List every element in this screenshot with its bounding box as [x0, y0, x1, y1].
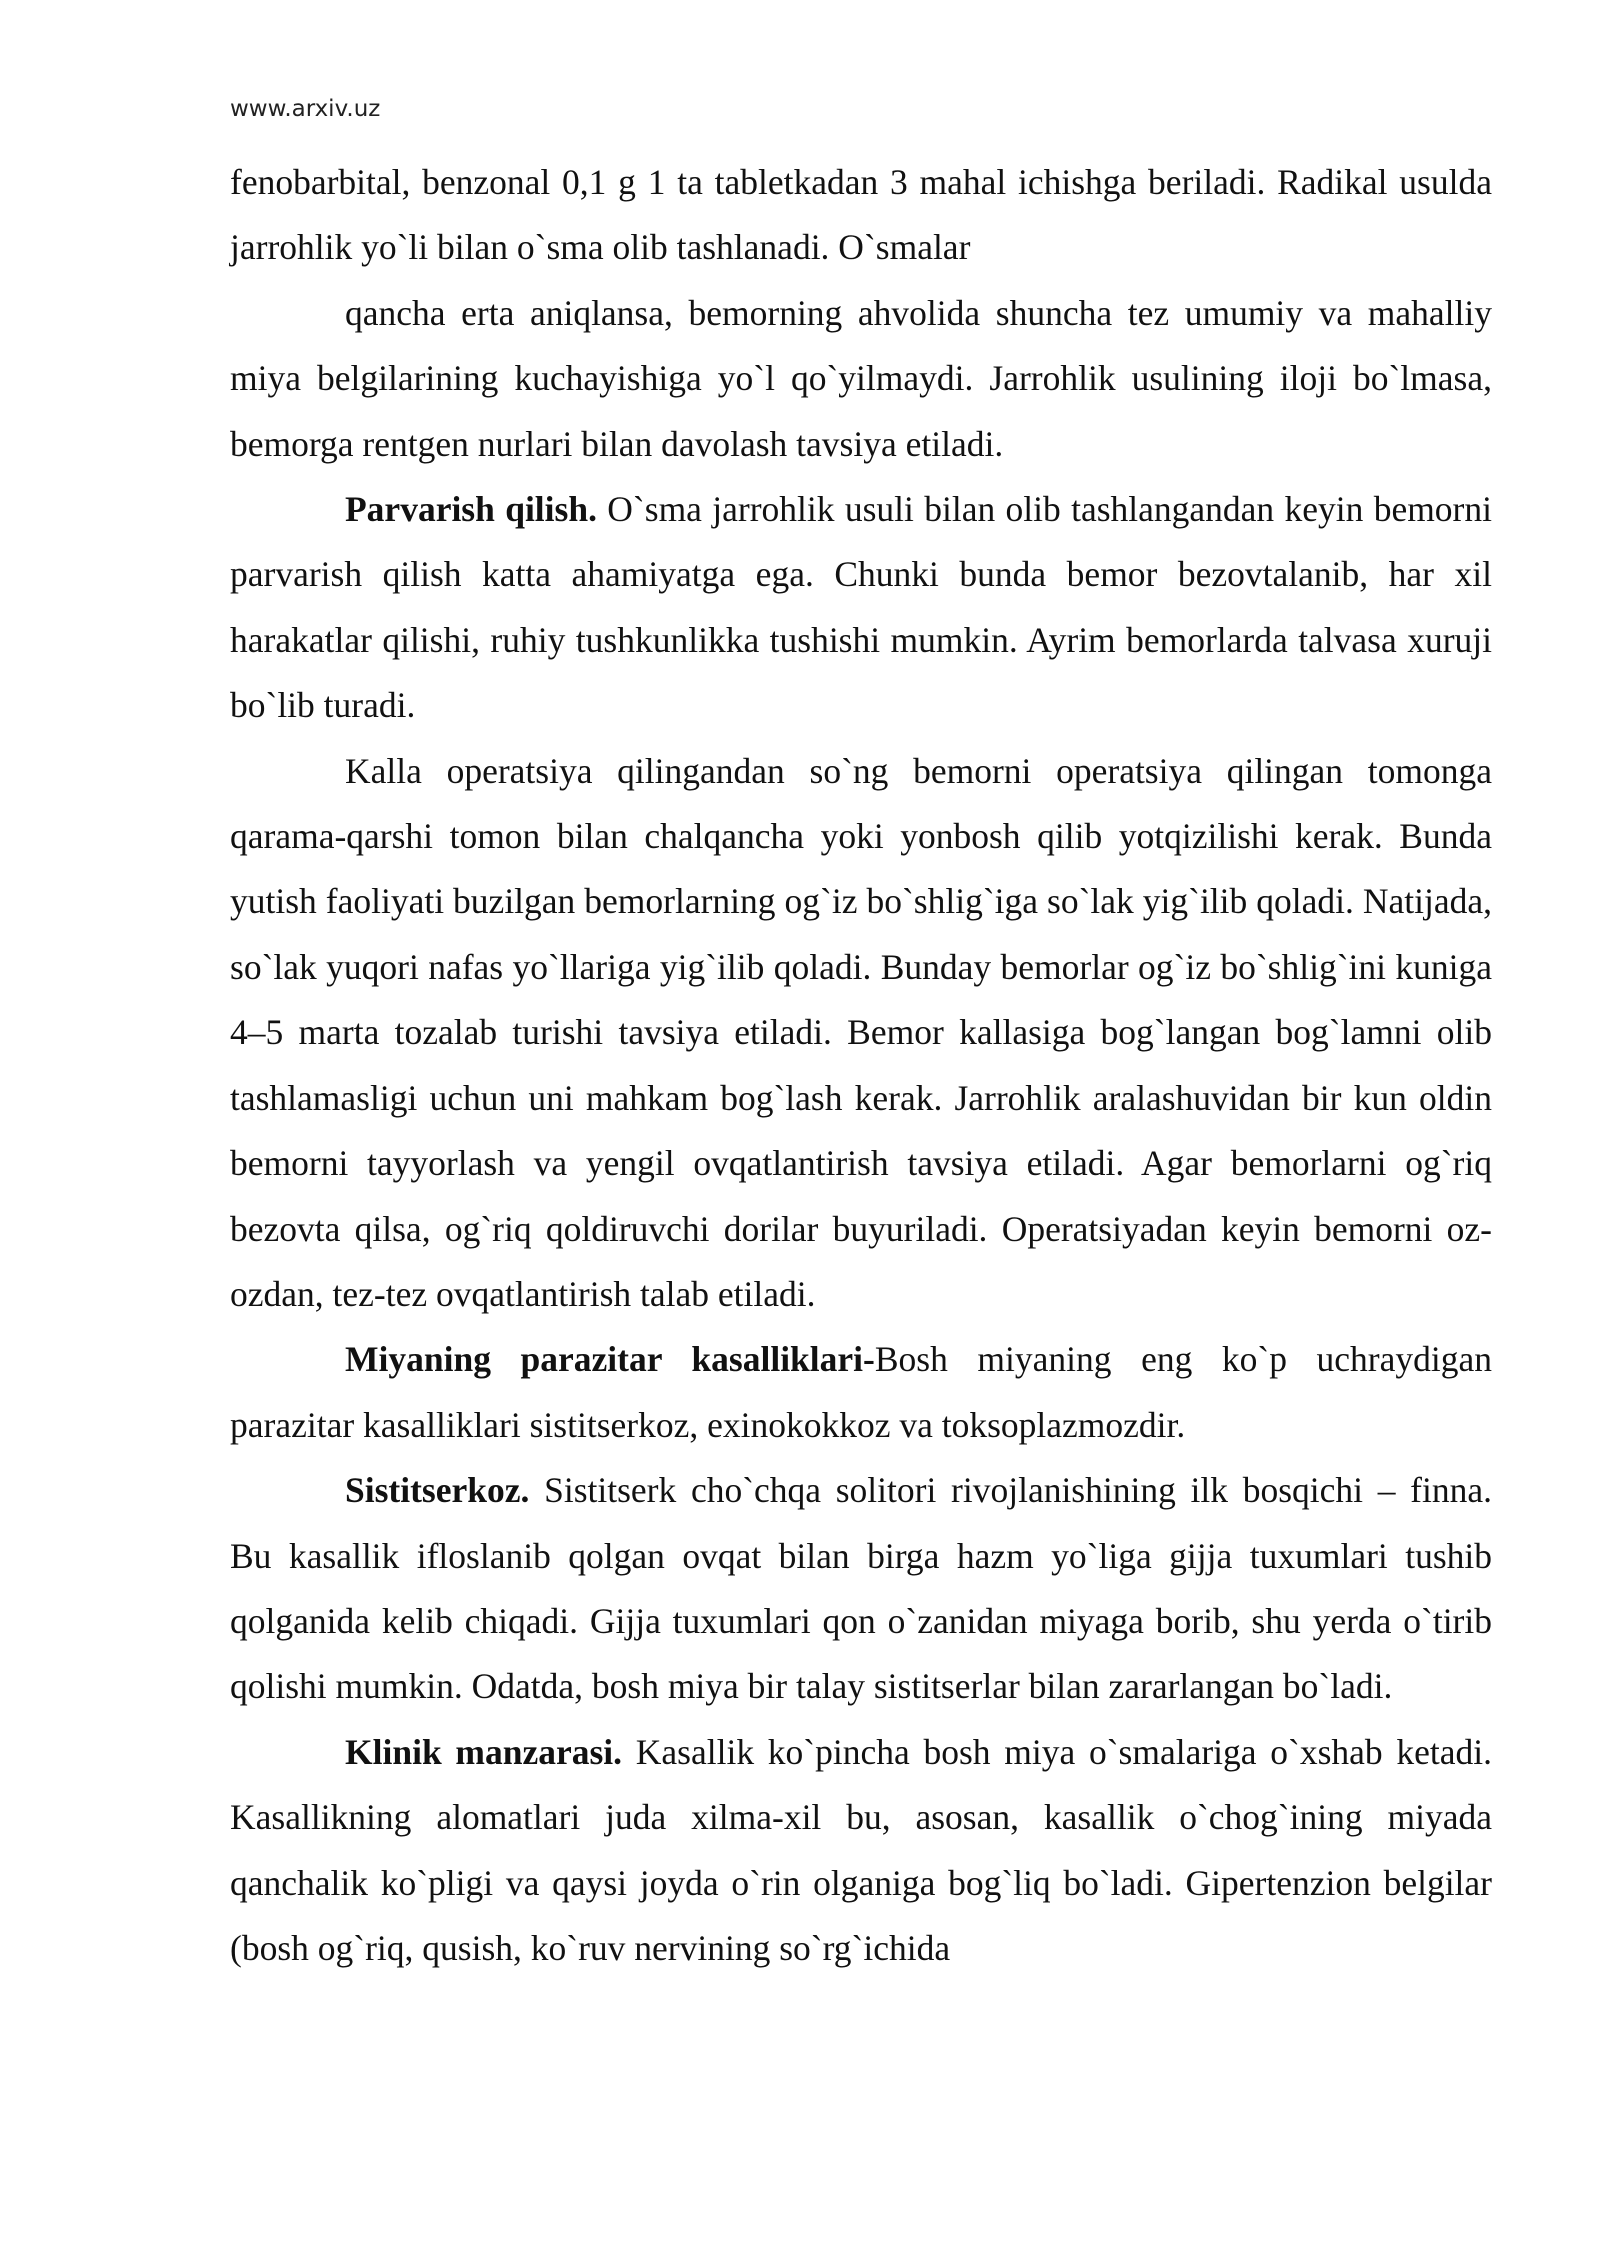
paragraph-3 — [230, 477, 1492, 739]
paragraph-5 — [230, 1327, 1492, 1458]
paragraph-7-text: Kasallik ko`pincha bosh miya o`smalariga o`xshab ketadi. Kasallikning alomatlari juda xilma-xil bu, asosan, kasallik o`chog`ining miyada qanchalik ko`pligi va qaysi joyda o`rin olganiga bog`liq bo`ladi. Gipertenzion belgilar (bosh og`riq, qusish, ko`ruv nervining so`rg`ichida — [230, 1731, 1492, 1968]
paragraph-7 — [230, 1720, 1492, 1982]
paragraph-5-text: Bosh miyaning eng ko`p uchraydigan parazitar kasalliklari sistitserkoz, exinokokkoz va toksoplazmozdir. — [230, 1339, 1492, 1445]
paragraph-2: qancha erta aniqlansa, bemorning ahvolida shuncha tez umumiy va mahalliy miya belgilarining kuchayishiga yo`l qo`yilmaydi. Jarrohlik usulining iloji bo`lmasa, bemorga rentgen nurlari bilan davolash tavsiya etiladi. — [230, 292, 1492, 464]
site-header: www.arxiv.uz — [230, 96, 381, 122]
paragraph-3-text: O`sma jarrohlik usuli bilan olib tashlangandan keyin bemorni parvarish qilish katta ahamiyatga ega. Chunki bunda bemor bezovtalanib, har xil harakatlar qilishi, ruhiy tushkunlikka tushishi mumkin. Ayrim bemorlarda talvasa xuruji bo`lib turadi. — [230, 489, 1492, 726]
paragraph-4: Kalla operatsiya qilingandan so`ng bemorni operatsiya qilingan tomonga qarama-qarshi tomon bilan chalqancha yoki yonbosh qilib yotqizilishi kerak. Bunda yutish faoliyati buzilgan bemorlarning og`iz bo`shlig`iga so`lak yig`ilib qoladi. Natijada, so`lak yuqori nafas yo`llariga yig`ilib qoladi. Bunday bemorlar og`iz bo`shlig`ini kuniga 4–5 marta tozalab turishi tavsiya etiladi. Bemor kallasiga bog`langan bog`lamni olib tashlamasligi uchun uni mahkam bog`lash kerak. Jarrohlik aralashuvidan bir kun oldin bemorni tayyorlash va yengil ovqatlantirish tavsiya etiladi. Agar bemorlarni og`riq bezovta qilsa, og`riq qoldiruvchi dorilar buyuriladi. Operatsiyadan keyin bemorni oz-ozdan, tez-tez ovqatlantirish talab etiladi. — [230, 750, 1492, 1314]
paragraph-6-text: Sistitserk cho`chqa solitori rivojlanishining ilk bosqichi – finna. Bu kasallik ifloslanib qolgan ovqat bilan birga hazm yo`liga gijja tuxumlari tushib qolganida kelib chiqadi. Gijja tuxumlari qon o`zanidan miyaga borib, shu yerda o`tirib qolishi mumkin. Odatda, bosh miya bir talay sistitserlar bilan zararlangan bo`ladi. — [230, 1470, 1492, 1707]
heading-klinik: Klinik manzarasi. — [345, 1731, 623, 1772]
document-body — [230, 150, 1492, 1981]
heading-sistitserkoz: Sistitserkoz. — [345, 1470, 530, 1511]
heading-parazitar: Miyaning parazitar kasalliklari- — [345, 1339, 875, 1380]
paragraph-6 — [230, 1458, 1492, 1720]
heading-parvarish: Parvarish qilish. — [345, 489, 597, 530]
paragraph-1: fenobarbital, benzonal 0,1 g 1 ta tabletkadan 3 mahal ichishga beriladi. Radikal usulda jarrohlik yo`li bilan o`sma olib tashlanadi. O`smalar — [230, 162, 1492, 268]
